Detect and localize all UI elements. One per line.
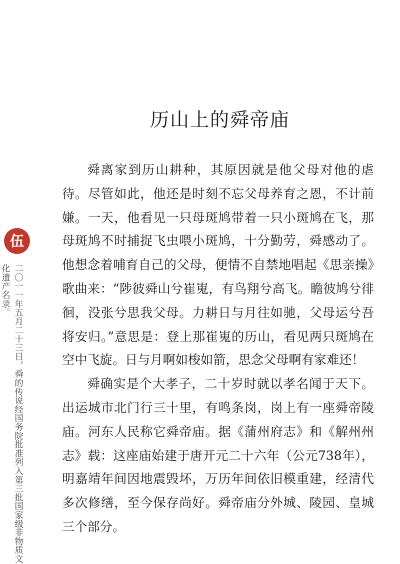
side-note: 二〇一一年五月二十三日，舜的传说经国务院批准列入第三批国家级非物质文化遗产名录。: [0, 264, 23, 564]
section-number-badge: 伍: [4, 228, 30, 254]
chapter-title: 历山上的舜帝庙: [149, 109, 290, 131]
side-margin: [0, 228, 30, 564]
body-text: [62, 158, 374, 539]
paragraph-1: 舜离家到历山耕种，其原因就是他父母对他的虐待。尽管如此，他还是时刻不忘父母养育之恩，不计前嫌。一天，他看见一只母斑鸠带着一只小斑鸠在飞，那母斑鸠不时捕捉飞虫喂小斑鸠，十分勤劳，舜感动了。他想念着哺育自己的父母，便情不自禁地唱起《思亲操》歌曲来：“陟彼舜山兮崔嵬，有鸟翔兮高飞。瞻彼鸠兮徘徊，没张兮思我父母。力耕日与月往如驰，父母运兮吾将安归。”意思是：登上那崔嵬的历山，看见两只斑鸠在空中飞旋。日与月啊如梭如箭，思念父母啊有家难还！: [62, 162, 374, 368]
paragraph-2: 舜确实是个大孝子，二十岁时就以孝名闻于天下。出运城市北门行三十里，有鸣条岗，岗上有一座舜帝陵庙。河东人民称它舜帝庙。据《蒲州府志》和《解州州志》载：这座庙始建于唐开元二十六年（公元738年），明嘉靖年间因地震毁坏，万历年间依旧模重建，经清代多次修缮，至今保存尚好。舜帝庙分外城、陵园、皇城三个部分。: [62, 376, 374, 534]
